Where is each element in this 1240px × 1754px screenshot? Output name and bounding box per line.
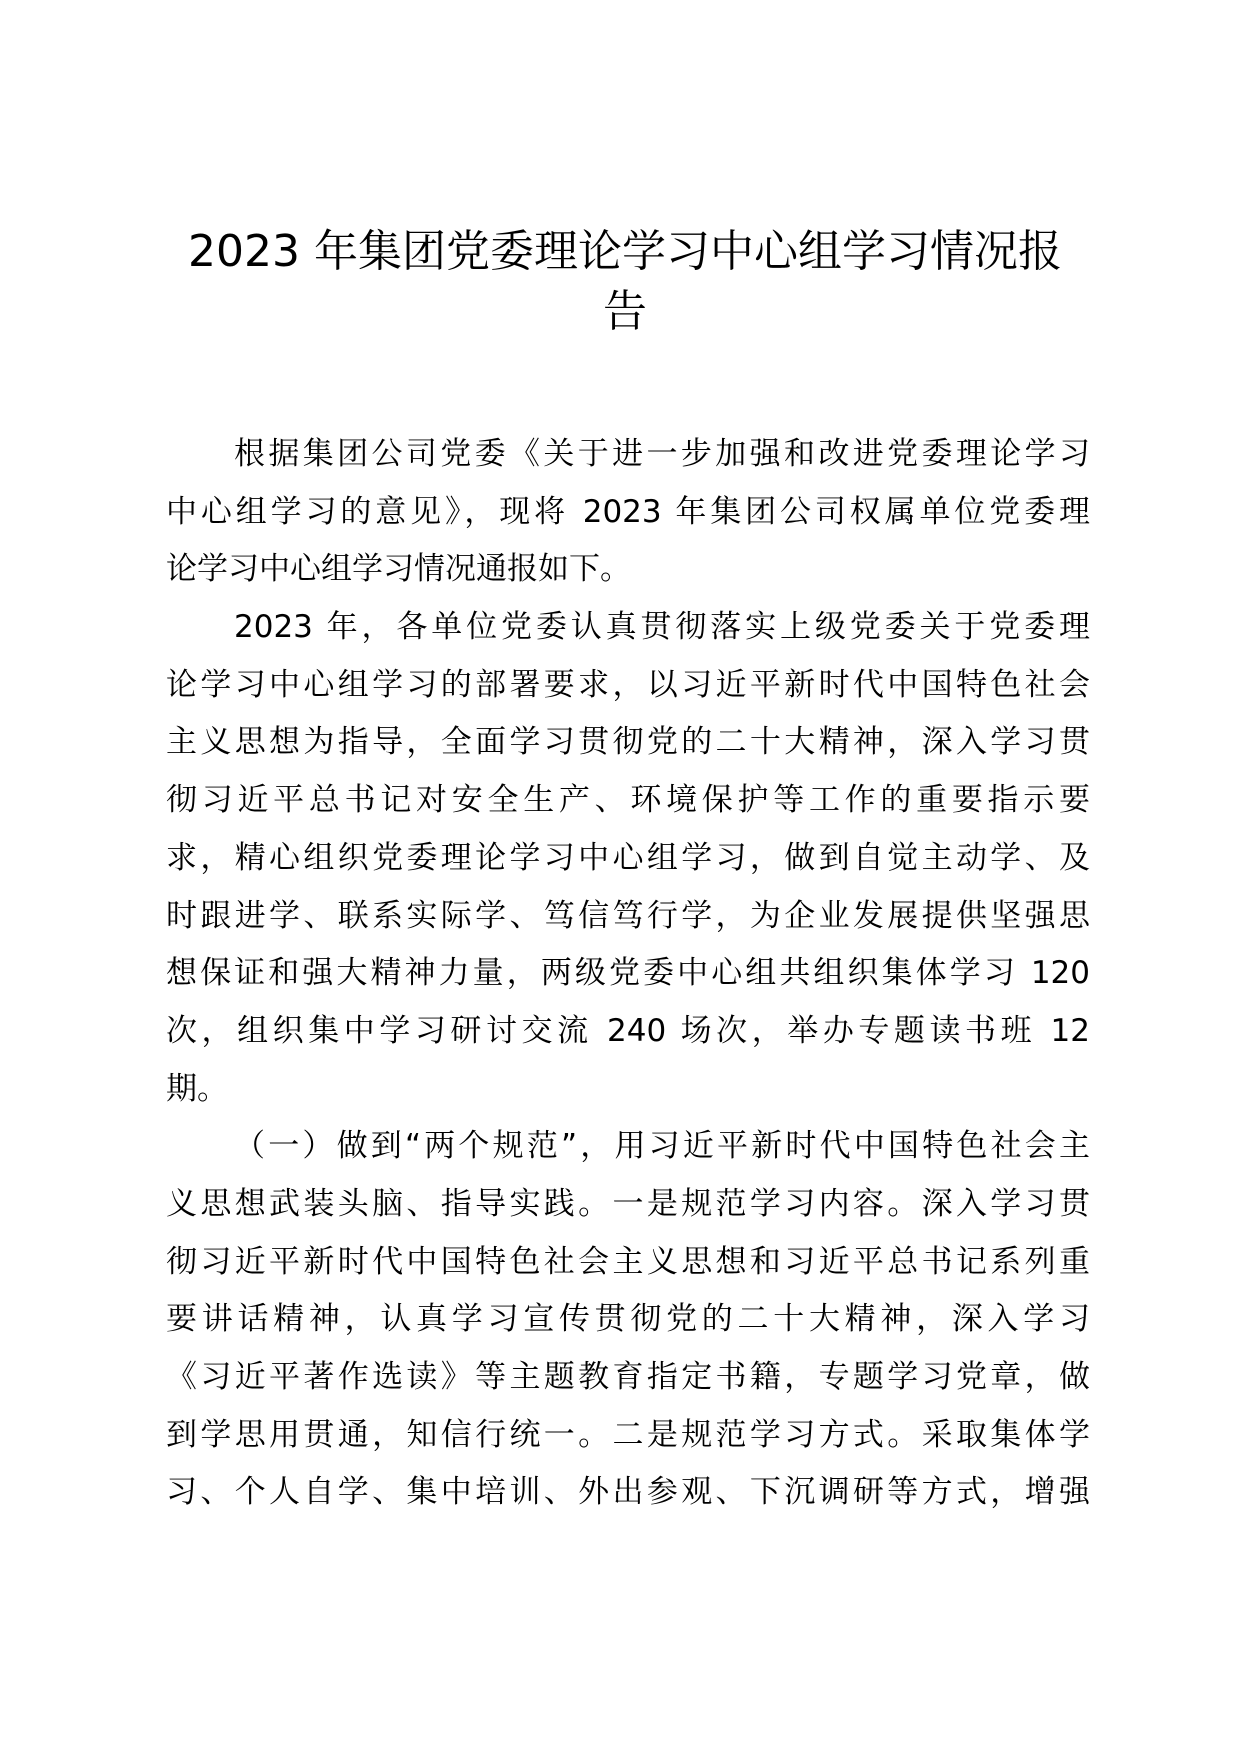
- text-line: 到学思用贯通，知信行统一。二是规范学习方式。采取集体学: [166, 1416, 1090, 1453]
- title-line: 2023 年集团党委理论学习中心组学习情况报: [188, 226, 1062, 277]
- text-line: （一）做到“两个规范”，用习近平新时代中国特色社会主: [234, 1128, 1090, 1165]
- text-line: 求，精心组织党委理论学习中心组学习，做到自觉主动学、及: [166, 839, 1090, 876]
- text-line: 义思想武装头脑、指导实践。一是规范学习内容。深入学习贯: [166, 1185, 1090, 1222]
- title-line: 告: [603, 286, 647, 337]
- text-line: 次，组织集中学习研讨交流 240 场次，举办专题读书班 12: [166, 1012, 1090, 1049]
- document-body: [166, 426, 1090, 1522]
- text-line: 主义思想为指导，全面学习贯彻党的二十大精神，深入学习贯: [166, 724, 1090, 761]
- text-line: 期。: [166, 1070, 228, 1107]
- text-line: 《习近平著作选读》等主题教育指定书籍，专题学习党章，做: [166, 1359, 1090, 1395]
- text-line: 论学习中心组学习的部署要求，以习近平新时代中国特色社会: [166, 666, 1090, 703]
- text-line: 彻习近平新时代中国特色社会主义思想和习近平总书记系列重: [166, 1243, 1090, 1280]
- paragraph-section-1: [166, 1118, 1090, 1522]
- paragraph-intro: [166, 426, 1090, 599]
- text-line: 中心组学习的意见》，现将 2023 年集团公司权属单位党委理: [166, 493, 1090, 530]
- text-line: 论学习中心组学习情况通报如下。: [166, 551, 631, 588]
- paragraph-summary: [166, 599, 1090, 1118]
- text-line: 要讲话精神，认真学习宣传贯彻党的二十大精神，深入学习: [166, 1301, 1090, 1338]
- text-line: 2023 年，各单位党委认真贯彻落实上级党委关于党委理: [234, 609, 1090, 646]
- text-line: 根据集团公司党委《关于进一步加强和改进党委理论学习: [234, 436, 1090, 472]
- document-title: [160, 222, 1090, 342]
- text-line: 时跟进学、联系实际学、笃信笃行学，为企业发展提供坚强思: [166, 897, 1090, 934]
- text-line: 习、个人自学、集中培训、外出参观、下沉调研等方式，增强: [166, 1474, 1090, 1511]
- text-line: 想保证和强大精神力量，两级党委中心组共组织集体学习 120: [166, 955, 1090, 992]
- text-line: 彻习近平总书记对安全生产、环境保护等工作的重要指示要: [166, 782, 1090, 819]
